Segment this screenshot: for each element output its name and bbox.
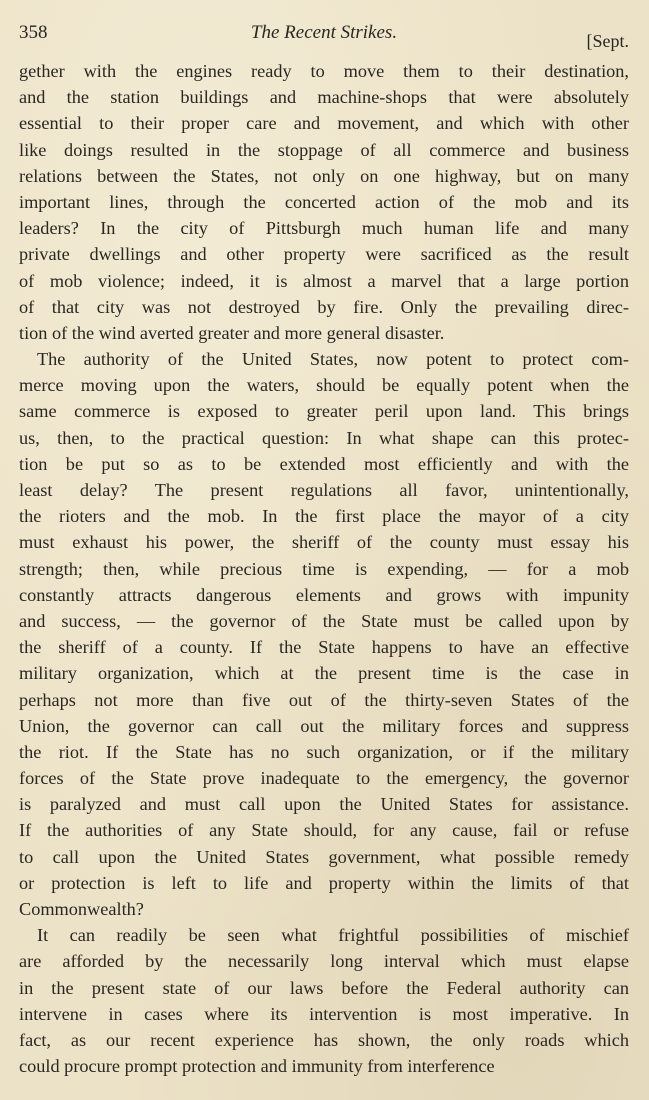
- text-line: Union, the governor can call out the military forces and suppress: [19, 715, 629, 736]
- text-line: the riot. If the State has no such organization, or if the military: [19, 741, 629, 762]
- text-line: military organization, which at the present time is the case in: [19, 663, 629, 684]
- text-line: relations between the States, not only on one highway, but on many: [19, 165, 629, 186]
- text-line: us, then, to the practical question: In what shape can this protec-: [19, 427, 629, 448]
- book-page: [19, 16, 629, 1086]
- text-line: and the station buildings and machine-shops that were absolutely: [19, 87, 629, 108]
- text-line: private dwellings and other property were sacrificed as the result: [19, 244, 629, 265]
- text-line: like doings resulted in the stoppage of all commerce and business: [19, 139, 629, 160]
- text-line: to call upon the United States government, what possible remedy: [19, 846, 629, 867]
- text-line: and success, — the governor of the State must be called upon by: [19, 610, 629, 631]
- text-line: intervene in cases where its intervention is most imperative. In: [19, 1003, 629, 1024]
- running-title: The Recent Strikes.: [250, 22, 398, 43]
- text-line: are afforded by the necessarily long interval which must elapse: [19, 951, 629, 972]
- text-line: merce moving upon the waters, should be equally potent when the: [19, 375, 629, 396]
- text-line: It can readily be seen what frightful possibilities of mischief: [37, 925, 629, 946]
- text-line: strength; then, while precious time is expending, — for a mob: [19, 558, 629, 579]
- text-line: perhaps not more than five out of the thirty-seven States of the: [19, 689, 629, 710]
- text-line: essential to their proper care and movement, and which with other: [19, 113, 629, 134]
- running-head: [19, 16, 629, 50]
- text-line: of mob violence; indeed, it is almost a marvel that a large portion: [19, 270, 629, 291]
- text-line: of that city was not destroyed by fire. Only the prevailing direc-: [19, 296, 629, 317]
- body-text: [19, 58, 629, 1079]
- text-line: least delay? The present regulations all favor, unintentionally,: [19, 480, 629, 500]
- text-line: important lines, through the concerted action of the mob and its: [19, 191, 629, 212]
- section-date: [Sept.: [586, 31, 629, 51]
- text-line: If the authorities of any State should, for any cause, fail or refuse: [19, 820, 629, 841]
- text-line: The authority of the United States, now potent to protect com-: [37, 349, 629, 370]
- text-line: could procure prompt protection and immunity from interference: [19, 1056, 495, 1077]
- text-line: tion be put so as to be extended most efficiently and with the: [19, 453, 629, 474]
- text-line: is paralyzed and must call upon the United States for assistance.: [19, 794, 629, 815]
- text-line: constantly attracts dangerous elements and grows with impunity: [19, 584, 629, 605]
- text-line: the rioters and the mob. In the first place the mayor of a city: [19, 506, 629, 527]
- text-line: must exhaust his power, the sheriff of the county must essay his: [19, 532, 629, 553]
- text-line: gether with the engines ready to move them to their destination,: [19, 61, 629, 81]
- text-line: same commerce is exposed to greater peril upon land. This brings: [19, 401, 629, 422]
- text-line: leaders? In the city of Pittsburgh much human life and many: [19, 218, 629, 239]
- text-line: fact, as our recent experience has shown, the only roads which: [19, 1029, 629, 1050]
- text-line: forces of the State prove inadequate to the emergency, the governor: [19, 768, 629, 789]
- paragraph: [19, 58, 629, 346]
- paragraph: [19, 346, 629, 922]
- paragraph: [19, 922, 629, 1079]
- text-line: or protection is left to life and property within the limits of that: [19, 872, 629, 893]
- page-number: 358: [19, 22, 48, 43]
- text-line: tion of the wind averted greater and more general disaster.: [19, 322, 445, 343]
- text-line: the sheriff of a county. If the State happens to have an effective: [19, 637, 629, 658]
- text-line: in the present state of our laws before the Federal authority can: [19, 977, 629, 998]
- text-line: Commonwealth?: [19, 899, 144, 919]
